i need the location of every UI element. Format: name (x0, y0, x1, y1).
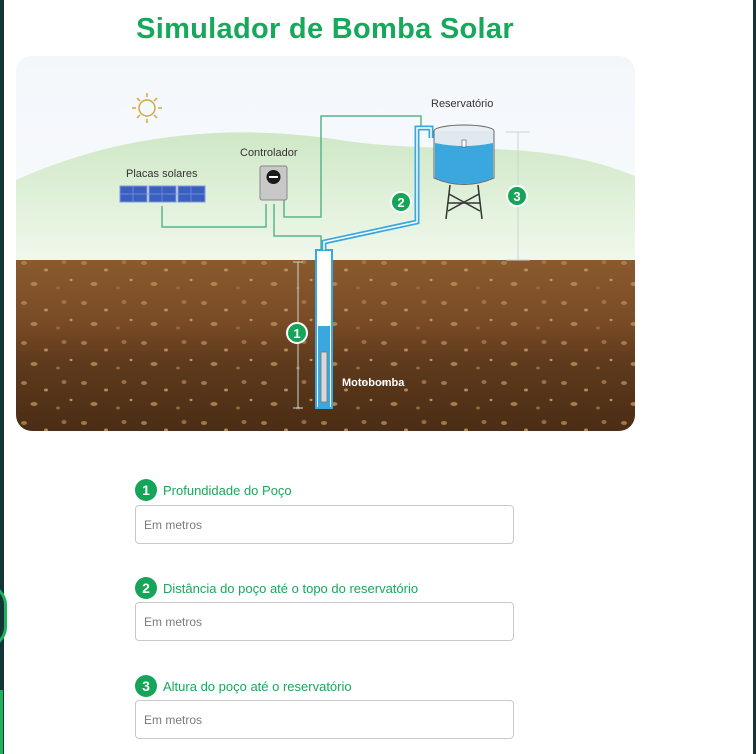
solar-pump-diagram (16, 56, 635, 431)
well-depth-input[interactable] (135, 505, 514, 544)
field-label-distance-to-reservoir (135, 577, 418, 599)
svg-text:1: 1 (293, 326, 301, 341)
step-badge-1: 1 (135, 479, 157, 501)
reservoir-label: Reservatório (431, 98, 494, 110)
step-badge-3: 3 (135, 675, 157, 697)
solar-panels (120, 186, 205, 202)
controller-label: Controlador (240, 147, 298, 159)
svg-text:3: 3 (513, 189, 521, 204)
page-title: Simulador de Bomba Solar (136, 13, 514, 46)
side-accent-bar (0, 690, 3, 754)
step-badge-2: 2 (135, 577, 157, 599)
side-accent-arc (0, 584, 7, 648)
marker-3 (507, 186, 527, 206)
field-label-text: Altura do poço até o reservatório (163, 678, 352, 694)
pump-label: Motobomba (342, 377, 405, 389)
solar-panels-label: Placas solares (126, 168, 198, 180)
reservoir-height-input[interactable] (135, 700, 514, 739)
field-label-text: Distância do poço até o topo do reservatório (163, 580, 419, 596)
marker-1 (287, 323, 307, 343)
marker-2 (391, 192, 411, 212)
controller (260, 166, 287, 200)
distance-to-reservoir-input[interactable] (135, 602, 514, 641)
field-label-well-depth (135, 479, 292, 501)
field-label-text: Profundidade do Poço (163, 482, 292, 498)
field-label-reservoir-height (135, 675, 352, 697)
svg-text:2: 2 (397, 195, 405, 210)
